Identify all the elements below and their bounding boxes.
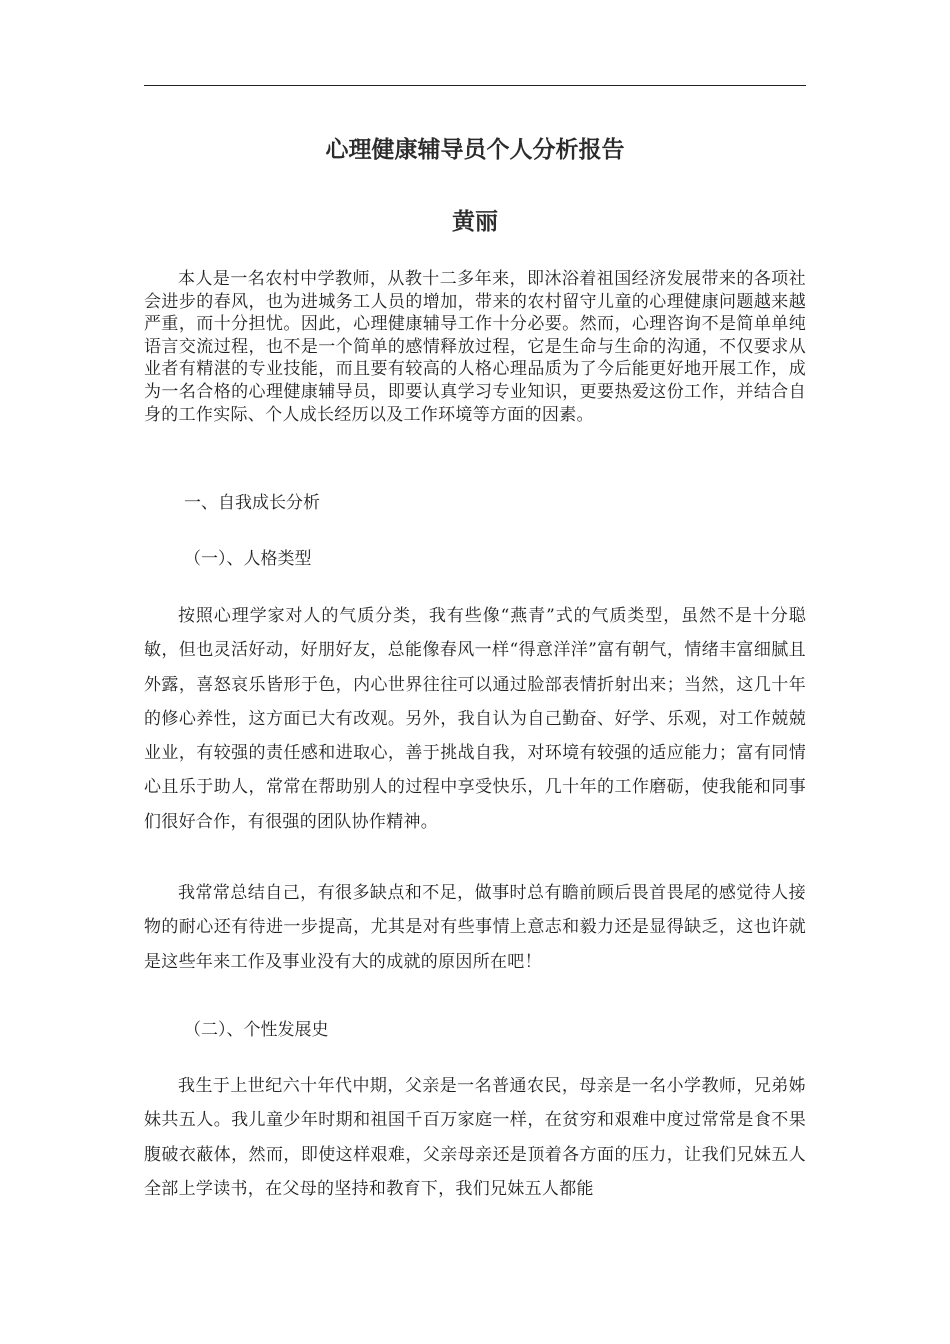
shortcomings-paragraph: 我常常总结自己，有很多缺点和不足，做事时总有瞻前顾后畏首畏尾的感觉待人接物的耐心还有待进一步提高，尤其是对有些事情上意志和毅力还是显得缺乏，这也许就是这些年来工作及事业没有大的成就的原因所在吧！ bbox=[144, 883, 806, 972]
document-title: 心理健康辅导员个人分析报告 bbox=[325, 137, 625, 163]
personality-paragraph: 按照心理学家对人的气质分类，我有些像“燕青”式的气质类型，虽然不是十分聪敏，但也灵活好动，好朋好友，总能像春风一样“得意洋洋”富有朝气，情绪丰富细腻且外露，喜怒哀乐皆形于色，内心世界往往可以通过脸部表情折射出来；当然，这几十年的修心养性，这方面已大有改观。另外，我自认为自己勤奋、好学、乐观，对工作兢兢业业，有较强的责任感和进取心，善于挑战自我，对环境有较强的适应能力；富有同情心且乐于助人，常常在帮助别人的过程中享受快乐，几十年的工作磨砺，使我能和同事们很好合作，有很强的团队协作精神。 bbox=[144, 606, 806, 832]
subsection-heading-personal-history: （二）、个性发展史 bbox=[184, 1020, 329, 1040]
history-paragraph: 我生于上世纪六十年代中期，父亲是一名普通农民，母亲是一名小学教师，兄弟姊妹共五人。我儿童少年时期和祖国千百万家庭一样，在贫穷和艰难中度过常常是食不果腹破衣蔽体，然而，即使这样艰难，父亲母亲还是顶着各方面的压力，让我们兄妹五人全部上学读书，在父母的坚持和教育下，我们兄妹五人都能 bbox=[144, 1076, 806, 1199]
header-rule bbox=[144, 85, 806, 86]
section-heading-self-growth: 一、自我成长分析 bbox=[184, 493, 320, 513]
document-author: 黄丽 bbox=[452, 209, 498, 235]
subsection-heading-personality-type: （一）、人格类型 bbox=[184, 549, 312, 569]
intro-paragraph: 本人是一名农村中学教师，从教十二多年来，即沐浴着祖国经济发展带来的各项社会进步的春风，也为进城务工人员的增加，带来的农村留守儿童的心理健康问题越来越严重，而十分担忧。因此，心理健康辅导工作十分必要。然而，心理咨询不是简单单纯语言交流过程，也不是一个简单的感情释放过程，它是生命与生命的沟通，不仅要求从业者有精湛的专业技能，而且要有较高的人格心理品质为了今后能更好地开展工作，成为一名合格的心理健康辅导员，即要认真学习专业知识，更要热爱这份工作，并结合自身的工作实际、个人成长经历以及工作环境等方面的因素。 bbox=[144, 269, 806, 425]
